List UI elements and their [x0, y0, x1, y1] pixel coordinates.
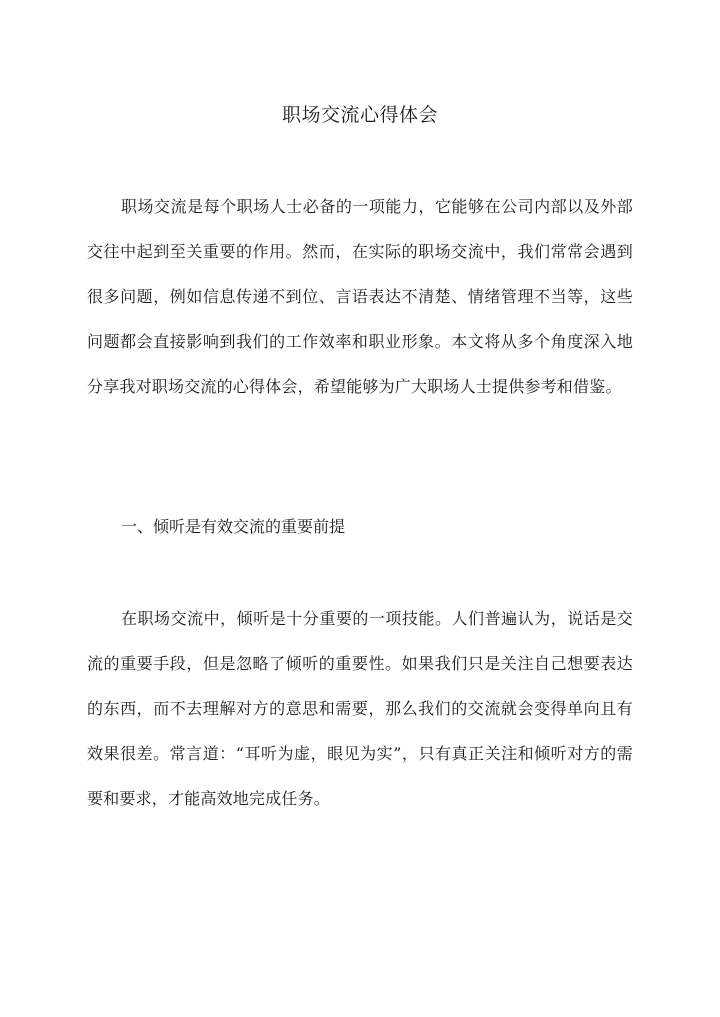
section-paragraph: 在职场交流中，倾听是十分重要的一项技能。人们普遍认为，说话是交流的重要手段，但是忽略了倾听的重要性。如果我们只是关注自己想要表达的东西，而不去理解对方的意思和需要，那么我们的交流就会变得单向且有效果很差。常言道：“耳听为虚，眼见为实”，只有真正关注和倾听对方的需要和要求，才能高效地完成任务。	[87, 609, 633, 808]
intro-paragraph: 职场交流是每个职场人士必备的一项能力，它能够在公司内部以及外部交往中起到至关重要的作用。然而，在实际的职场交流中，我们常常会遇到很多问题，例如信息传递不到位、言语表达不清楚、情绪管理不当等，这些问题都会直接影响到我们的工作效率和职业形象。本文将从多个角度深入地分享我对职场交流的心得体会，希望能够为广大职场人士提供参考和借鉴。	[87, 197, 633, 396]
document-title: 职场交流心得体会	[281, 103, 438, 126]
section-heading: 一、倾听是有效交流的重要前提	[121, 517, 346, 536]
